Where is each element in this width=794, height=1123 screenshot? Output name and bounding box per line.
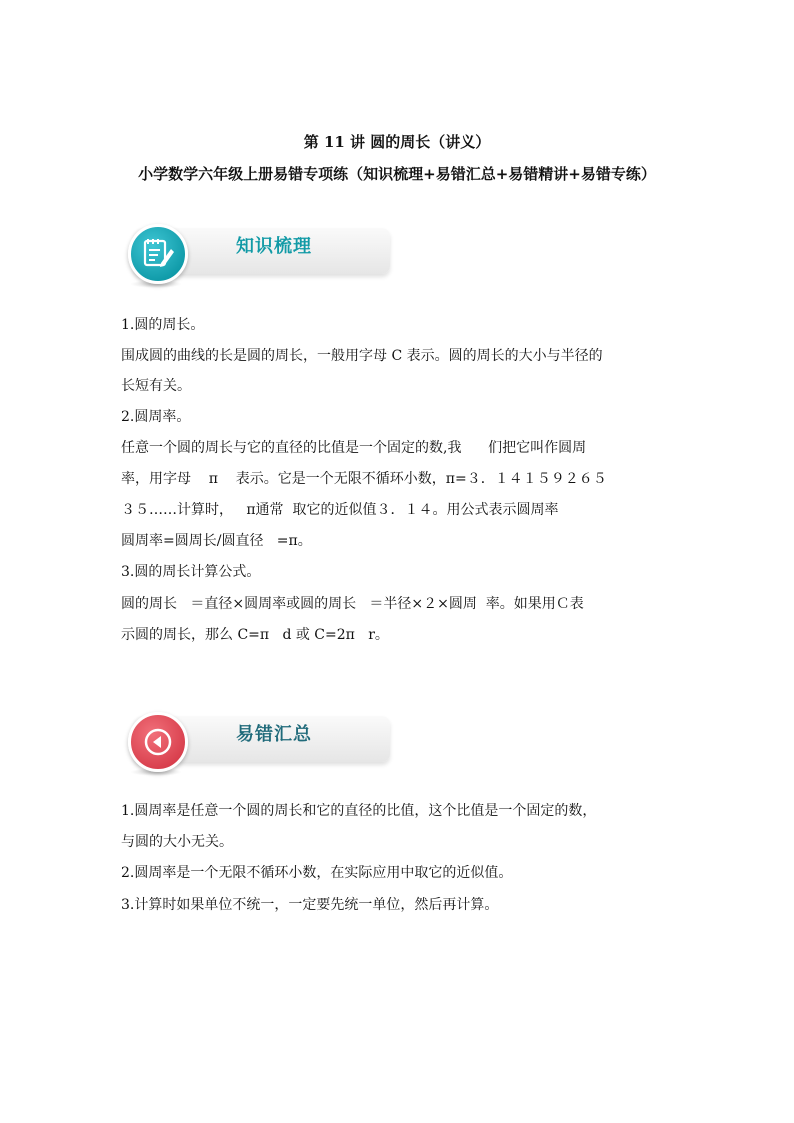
section-header-knowledge (120, 222, 390, 292)
text-line: 任意一个圆的周长与它的直径的比值是一个固定的数,我 们把它叫作圆周 (121, 440, 587, 456)
text-line: 2.圆周率。 (121, 409, 191, 425)
text-line: ３５……计算时， π通常 取它的近似值３．１４。用公式表示圆周率 (121, 502, 559, 518)
notepad-pencil-icon (128, 224, 188, 284)
section-heading: 易错汇总 (236, 724, 312, 745)
document-title: 第 11 讲 圆的周长（讲义） (303, 133, 491, 151)
text-line: 长短有关。 (121, 378, 191, 394)
text-line: 2.圆周率是一个无限不循环小数，在实际应用中取它的近似值。 (121, 865, 513, 881)
text-line: 1.圆的周长。 (121, 317, 205, 333)
section-header-mistakes (120, 710, 390, 780)
text-line: 围成圆的曲线的长是圆的周长，一般用字母 C 表示。圆的周长的大小与半径的 (121, 348, 603, 364)
text-line: 圆的周长 ＝直径×圆周率或圆的周长 ＝半径×２×圆周 率。如果用Ｃ表 (121, 596, 584, 612)
back-arrow-icon (128, 712, 188, 772)
section-heading: 知识梳理 (236, 236, 312, 257)
text-line: 1.圆周率是任意一个圆的周长和它的直径的比值，这个比值是一个固定的数， (121, 803, 597, 819)
text-line: 3.计算时如果单位不统一，一定要先统一单位，然后再计算。 (121, 897, 499, 913)
text-line: 示圆的周长，那么 C=π d 或 C=2π r。 (121, 627, 389, 643)
document-subtitle: 小学数学六年级上册易错专项练（知识梳理+易错汇总+易错精讲+易错专练） (138, 165, 656, 183)
text-line: 与圆的大小无关。 (121, 834, 233, 850)
text-line: 圆周率=圆周长/圆直径 =π。 (121, 533, 312, 549)
text-line: 3.圆的周长计算公式。 (121, 564, 261, 580)
text-line: 率，用字母 π 表示。它是一个无限不循环小数，π=３．１４１５９２６５ (121, 471, 607, 487)
